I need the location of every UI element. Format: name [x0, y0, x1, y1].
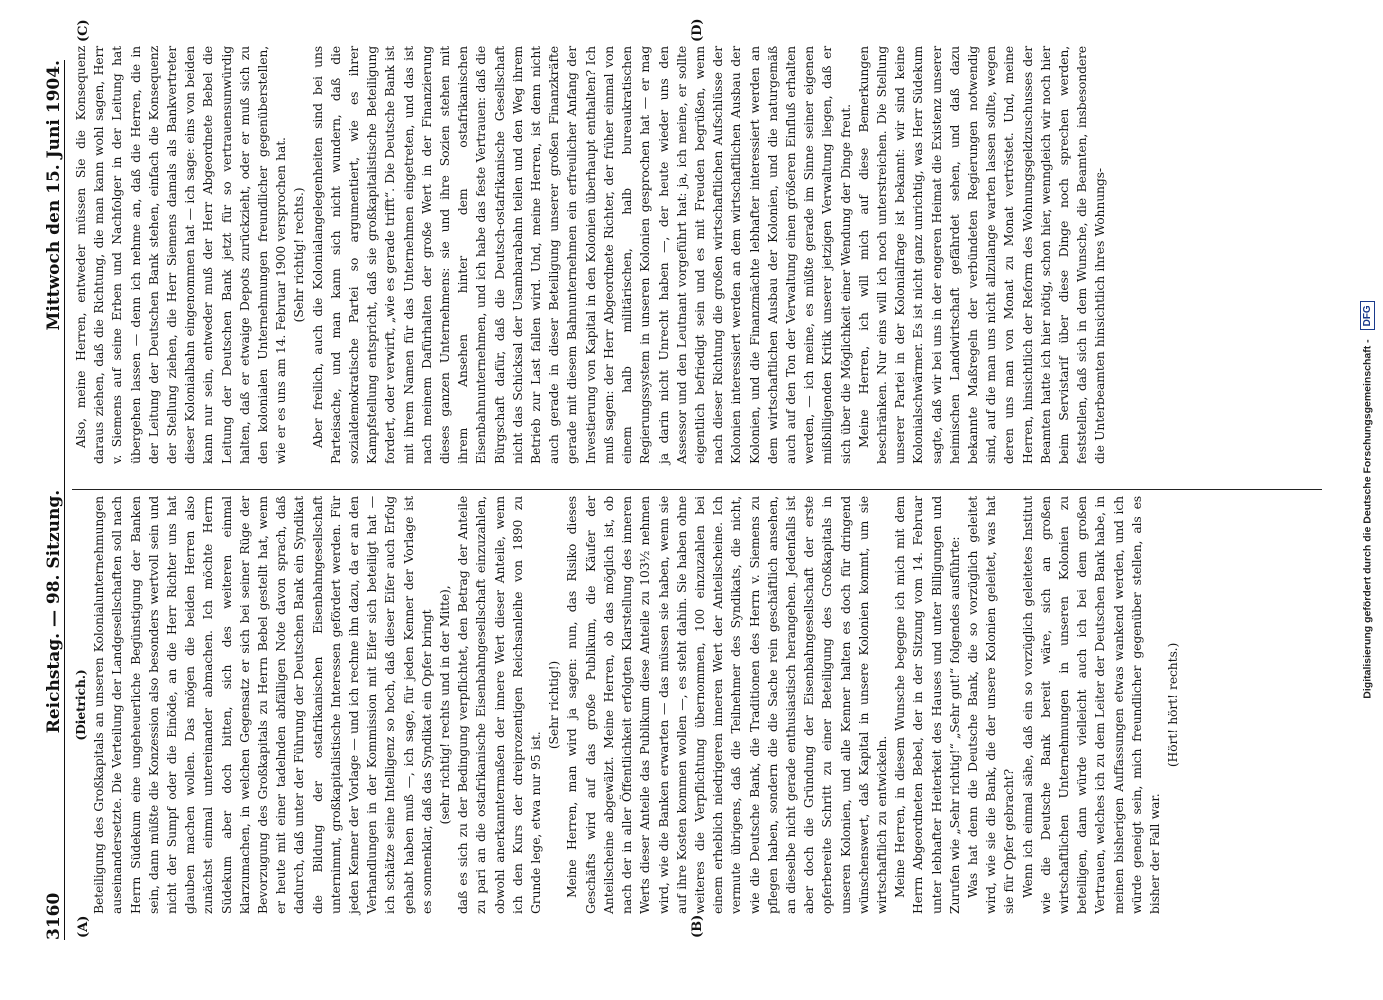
quotation: Wenn ich einmal sähe, daß ein so vorzüglich geleitetes Institut wie die Deutsche Bank bereit wäre, sich an großen wirtschaftlichen Unternehmungen in unseren Kolonien zu beteiligen, dann würde vielleicht auch ich bei dem großen Vertrauen, welches ich zu dem Leiter der Deutschen Bank habe, in meinen bisherigen Auffassungen etwas wankend werden, und ich würde geneigt sein, mich freundlicher gegenüber stellen, als es bisher der Fall war. — [1019, 496, 1162, 914]
margin-marker-a: (A) — [76, 915, 91, 938]
left-column — [72, 496, 1182, 914]
dfg-logo: DFG — [1360, 301, 1375, 330]
interjection: (Hört! hört! rechts.) — [1165, 642, 1181, 768]
paragraph: Meine Herren, man wird ja sagen: nun, das Risiko dieses Geschäfts wird auf das große Publikum, die Käufer der Anteilscheine abgewälzt. Meine Herren, ob das möglich ist, ob nach der in aller Öffentlichkeit erfolgten Klarstellung des inneren Werts dieser Anteile das Publikum diese Anteile zu 103½ nehmen wird, wie die Banken erwarten — das müssen sie haben, wenn sie auf ihre Kosten kommen wollen —, es steht dahin. Sie haben ohne weiteres die Verpflichtung übernommen, 100 einzuzahlen bei einem erheblich niedrigeren inneren Wert der Anteilscheine. Ich vermute übrigens, daß die Teilnehmer des Syndikats, die nicht, wie die Deutsche Bank, die Traditionen des Herrn v. Siemens zu pflegen haben, sondern die die Sache rein geschäftlich ansehen, an dieselbe nicht gerade enthusiastisch herangehen. Jedenfalls ist aber doch die Gründung der Eisenbahngesellschaft der erste opferbereite Schritt zu einer Beteiligung des Großkapitals in unseren Kolonien, und alle Kenner halten es doch für dringend wünschenswert, daß Kapital in unsere Kolonien kommt, um sie wirtschaftlich zu entwickeln. — [564, 496, 889, 914]
paragraph: Beteiligung des Großkapitals an unseren Kolonialunternehmungen auseinandersetzte. Die Verteilung der Landgesellschaften soll nach Herrn Südekum eine ungeheuerliche Begünstigung der Banken sein, dann müßte die Konzession also besonders wertvoll sein und nicht der Sumpf oder die Einöde, an die Herr Richter uns hat glauben machen wollen. Das mögen die beiden Herren also zunächst einmal untereinander abmachen. Ich möchte Herrn Südekum aber doch bitten, sich des weiteren einmal klarzumachen, in welchen Gegensatz er sich bei seiner Rüge der Bevorzugung des Großkapitals zu Herrn Bebel gestellt hat, wenn er heute mit einer tadelnden abfälligen Note davon sprach, daß dadurch, daß unter der Führung der Deutschen Bank ein Syndikat die Bildung der ostafrikanischen Eisenbahngesellschaft unternimmt, großkapitalistische Interessen gefördert werden. Für jeden Kenner der Vorlage — und ich rechne ihn dazu, da er an den Verhandlungen in der Kommission mit Eifer sich beteiligt hat — ich schätze seine Intelligenz so hoch, daß dieser Eifer auch Erfolg gehabt haben muß —, ich sage, für jeden Kenner der Vorlage ist es sonnenklar, daß das Syndikat ein Opfer bringt — [91, 496, 434, 914]
page-number: 3160 — [44, 892, 64, 940]
margin-marker-d: (D) — [690, 18, 705, 42]
session-date: Mittwoch den 15. Juni 1904. — [44, 60, 64, 331]
margin-marker-b: (B) — [690, 914, 705, 938]
speaker-name: (Dietrich.) — [73, 669, 88, 741]
paragraph: Also, meine Herren, entweder müssen Sie die Konsequenz daraus ziehen, daß die Richtung, die man kann wohl sagen, Herr v. Siemens auf seine Erben und Nachfolger in der Leitung hat übergehen lassen — denn ich nehme an, daß die Herren, die in der Leitung der Deutschen Bank stehen, einfach die Konsequenz der Stellung ziehen, die Herr Siemens damals als Bankvertreter dieser Kolonialbahn eingenommen hat — ich sage: eins von beiden kann nur sein, entweder muß der Herr Abgeordnete Bebel die Leitung der Deutschen Bank jetzt für so vertrauensunwürdig halten, daß er etwaige Depots zurückzieht, oder er muß sich zu den kolonialen Unternehmungen freundlicher gegenüberstellen, wie er es uns am 14. Februar 1900 versprochen hat. — [73, 46, 289, 464]
paragraph: Meine Herren, ich will mich auf diese Bemerkungen beschränken. Nur eins will ich noch unterstreichen. Die Stellung unserer Partei in der Kolonialfrage ist bekannt: wir sind keine Kolonialschwärmer. Es ist nicht ganz unrichtig, was Herr Südekum sagte, daß wir bei uns in der engeren Heimat die Existenz unserer heimischen Landwirtschaft gefährdet sehen, und daß dazu bekannte Maßregeln der verbündeten Regierungen notwendig sind, auf die man uns nicht allzulange warten lassen sollte, wegen deren uns man von Monat zu Monat vertröstet. Und, meine Herren, hinsichtlich der Reform des Wohnungsgeldzuschusses der Beamten hatte ich hier nötig, schon hier, wenngleich wir noch hier beim Servistarif über diese Dinge noch sprechen werden, feststellen, daß sich in dem Wunsche, die Beamten, insbesondere die Unterbeamten hinsichtlich ihres Wohnungs- — [855, 46, 1108, 464]
interjection: (Sehr richtig! rechts.) — [291, 187, 307, 323]
quotation: Was hat denn die Deutsche Bank, die so vorzüglich geleitet wird, wie sie die Bank, die der unsere Kolonien geleitet, was hat sie für Opfer gebracht? — [964, 496, 1017, 914]
column-divider — [72, 489, 1322, 490]
paragraph: daß es sich zu der Bedingung verpflichtet, den Betrag der Anteile zu pari an die ostafrikanische Eisenbahngesellschaft einzuzahlen, obwohl anerkanntermaßen der innere Wert dieser Anteile, wenn ich den Kurs der dreiprozentigen Reichsanleihe von 1890 zu Grunde lege, etwa nur 95 ist. — [455, 496, 544, 914]
page-header — [38, 60, 65, 940]
interjection: (sehr richtig! rechts und in der Mitte), — [437, 585, 453, 825]
paragraph: Meine Herren, in diesem Wunsche begegne ich mich mit dem Herrn Abgeordneten Bebel, der in der Sitzung vom 14. Februar unter lebhafter Heiterkeit des Hauses und unter Billigungen und Zurufen wie „Sehr richtig!“ „Sehr gut!“ folgendes ausführte: — [892, 496, 962, 914]
right-column — [72, 46, 1110, 464]
interjection: (Sehr richtig!) — [546, 660, 562, 750]
paragraph: Aber freilich, auch die Kolonialangelegenheiten sind bei uns Parteisache, und man kann sich nicht wundern, daß die sozialdemokratische Partei so argumentiert, wie es ihrer Kampfstellung entspricht, daß sie großkapitalistische Beteiligung fordert, oder verwirft, „wie es gerade trifft“. Die Deutsche Bank ist mit ihrem Namen für das Unternehmen eingetreten, und das ist nach meinem Dafürhalten der große Wert in der Finanzierung dieses ganzen Unternehmens: sie und ihre Sozien stehen mit ihrem Ansehen hinter dem ostafrikanischen Eisenbahnunternehmen, und ich habe das feste Vertrauen: daß die Bürgschaft dafür, daß die Deutsch-ostafrikanische Gesellschaft nicht das Schicksal der Usambarabahn teilen und den Weg ihrem Betrieb zur Last fallen wird. Und, meine Herren, ist denn nicht auch gerade in dieser Beteiligung unserer großen Finanzkräfte gerade mit diesem Bahnunternehmen ein erfreulicher Anfang der Investierung von Kapital in den Kolonien überhaupt enthalten? Ich muß sagen: der Herr Abgeordnete Richter, der früher einmal von einem halb militärischen, halb bureaukratischen Regierungssystem in unseren Kolonien gesprochen hat — er mag ja darin nicht Unrecht haben —, der heute wieder uns den Assessor und den Leutnant vorgeführt hat: ja, ich meine, er sollte eigentlich befriedigt sein und es mit Freuden begrüßen, wenn nach dieser Richtung die großen wirtschaftlichen Aufschlüsse der Kolonien interessiert werden an dem wirtschaftlichen Ausbau der Kolonien, und die Finanzmächte lebhafter interessiert werden an dem wirtschaftlichen Ausbau der Kolonien, und die naturgemäß auch auf den Ton der Verwaltung einen größeren Einfluß erhalten werden, — ich meine, es müßte gerade im Sinne seiner eigenen mißbilligenden Kritik unserer jetzigen Verwaltung liegen, daß er sich über die Möglichkeit einer Wendung der Dinge freut. — [309, 46, 853, 464]
margin-marker-c: (C) — [76, 19, 91, 42]
session-title: Reichstag. — 98. Sitzung. — [44, 489, 64, 734]
credit-text: Digitalisierung gefördert durch die Deutsche Forschungsgemeinschaft - — [1361, 339, 1374, 699]
digitization-credit — [1360, 0, 1375, 1000]
